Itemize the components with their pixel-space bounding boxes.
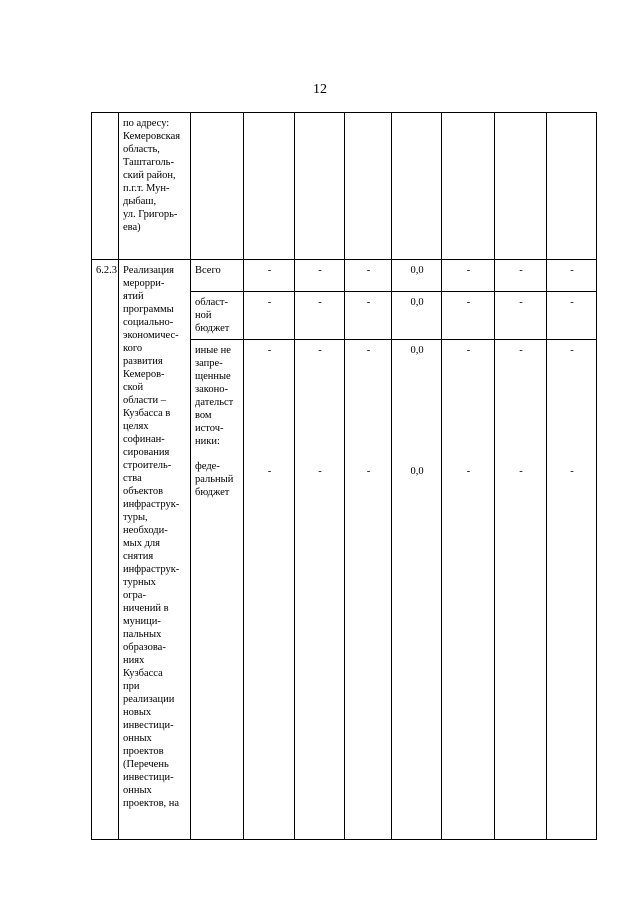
value-text: -: [519, 345, 523, 356]
value-cell: [345, 340, 392, 840]
value-cell: [442, 113, 495, 260]
source-cell: [191, 340, 244, 840]
item-name-cell: Реализация мероpри- ятий программы социально- экономичес- кого развития Кемеров- ской области – Кузбасса в целях софинан- сирования строитель- ства объектов инфраструк- туры, необходи- мых для снятия инфраструк- турных огра- ничений в муници- пальных образова- ниях Кузбасса при реализации новых инвестици- онных проектов (Перечень инвестици- онных проектов, на: [119, 260, 191, 840]
value-text: -: [466, 345, 471, 356]
value-cell: 0,0: [392, 292, 442, 340]
value-text: -: [267, 345, 272, 356]
value-cell: [295, 340, 345, 840]
value-text: -: [318, 345, 322, 356]
value-text: 0,0: [410, 345, 424, 356]
value-cell: -: [345, 292, 392, 340]
value-cell: 0,0: [392, 260, 442, 292]
source-label: феде- ральный бюджет: [195, 461, 234, 498]
value-cell: -: [442, 292, 495, 340]
value-text: -: [570, 345, 574, 356]
source-cell: [191, 113, 244, 260]
value-text: -: [466, 466, 471, 477]
source-cell: област- ной бюджет: [191, 292, 244, 340]
value-cell: [345, 113, 392, 260]
value-cell: [244, 340, 295, 840]
value-cell: -: [495, 260, 547, 292]
value-cell: -: [244, 292, 295, 340]
value-cell: [547, 340, 597, 840]
value-cell: [295, 113, 345, 260]
source-cell: Всего: [191, 260, 244, 292]
value-cell: -: [547, 260, 597, 292]
value-cell: -: [495, 292, 547, 340]
value-text: -: [267, 466, 272, 477]
value-text: -: [570, 466, 574, 477]
item-number-cell: [92, 113, 119, 260]
value-cell: [392, 340, 442, 840]
page-number: 12: [313, 82, 327, 97]
value-cell: [244, 113, 295, 260]
value-cell: -: [345, 260, 392, 292]
value-cell: [442, 340, 495, 840]
value-text: -: [519, 466, 523, 477]
source-label: иные не запре- щенные законо- дательст вом источ- ники:: [195, 345, 234, 447]
value-cell: [392, 113, 442, 260]
item-number-cell: 6.2.3: [92, 260, 119, 840]
item-name-cell: по адресу: Кемеровская область, Таштаголь- ский район, п.г.т. Мун- дыбаш, ул. Григорь- ева): [119, 113, 191, 260]
table-row: [92, 260, 597, 292]
value-text: -: [366, 345, 371, 356]
table-row: [92, 113, 597, 260]
value-text: 0,0: [410, 466, 424, 477]
value-cell: -: [295, 260, 345, 292]
value-cell: [495, 340, 547, 840]
budget-table: [91, 112, 597, 840]
value-cell: [495, 113, 547, 260]
value-cell: -: [295, 292, 345, 340]
value-cell: [547, 113, 597, 260]
value-text: -: [366, 466, 371, 477]
value-cell: -: [442, 260, 495, 292]
value-text: -: [318, 466, 322, 477]
value-cell: -: [244, 260, 295, 292]
value-cell: -: [547, 292, 597, 340]
